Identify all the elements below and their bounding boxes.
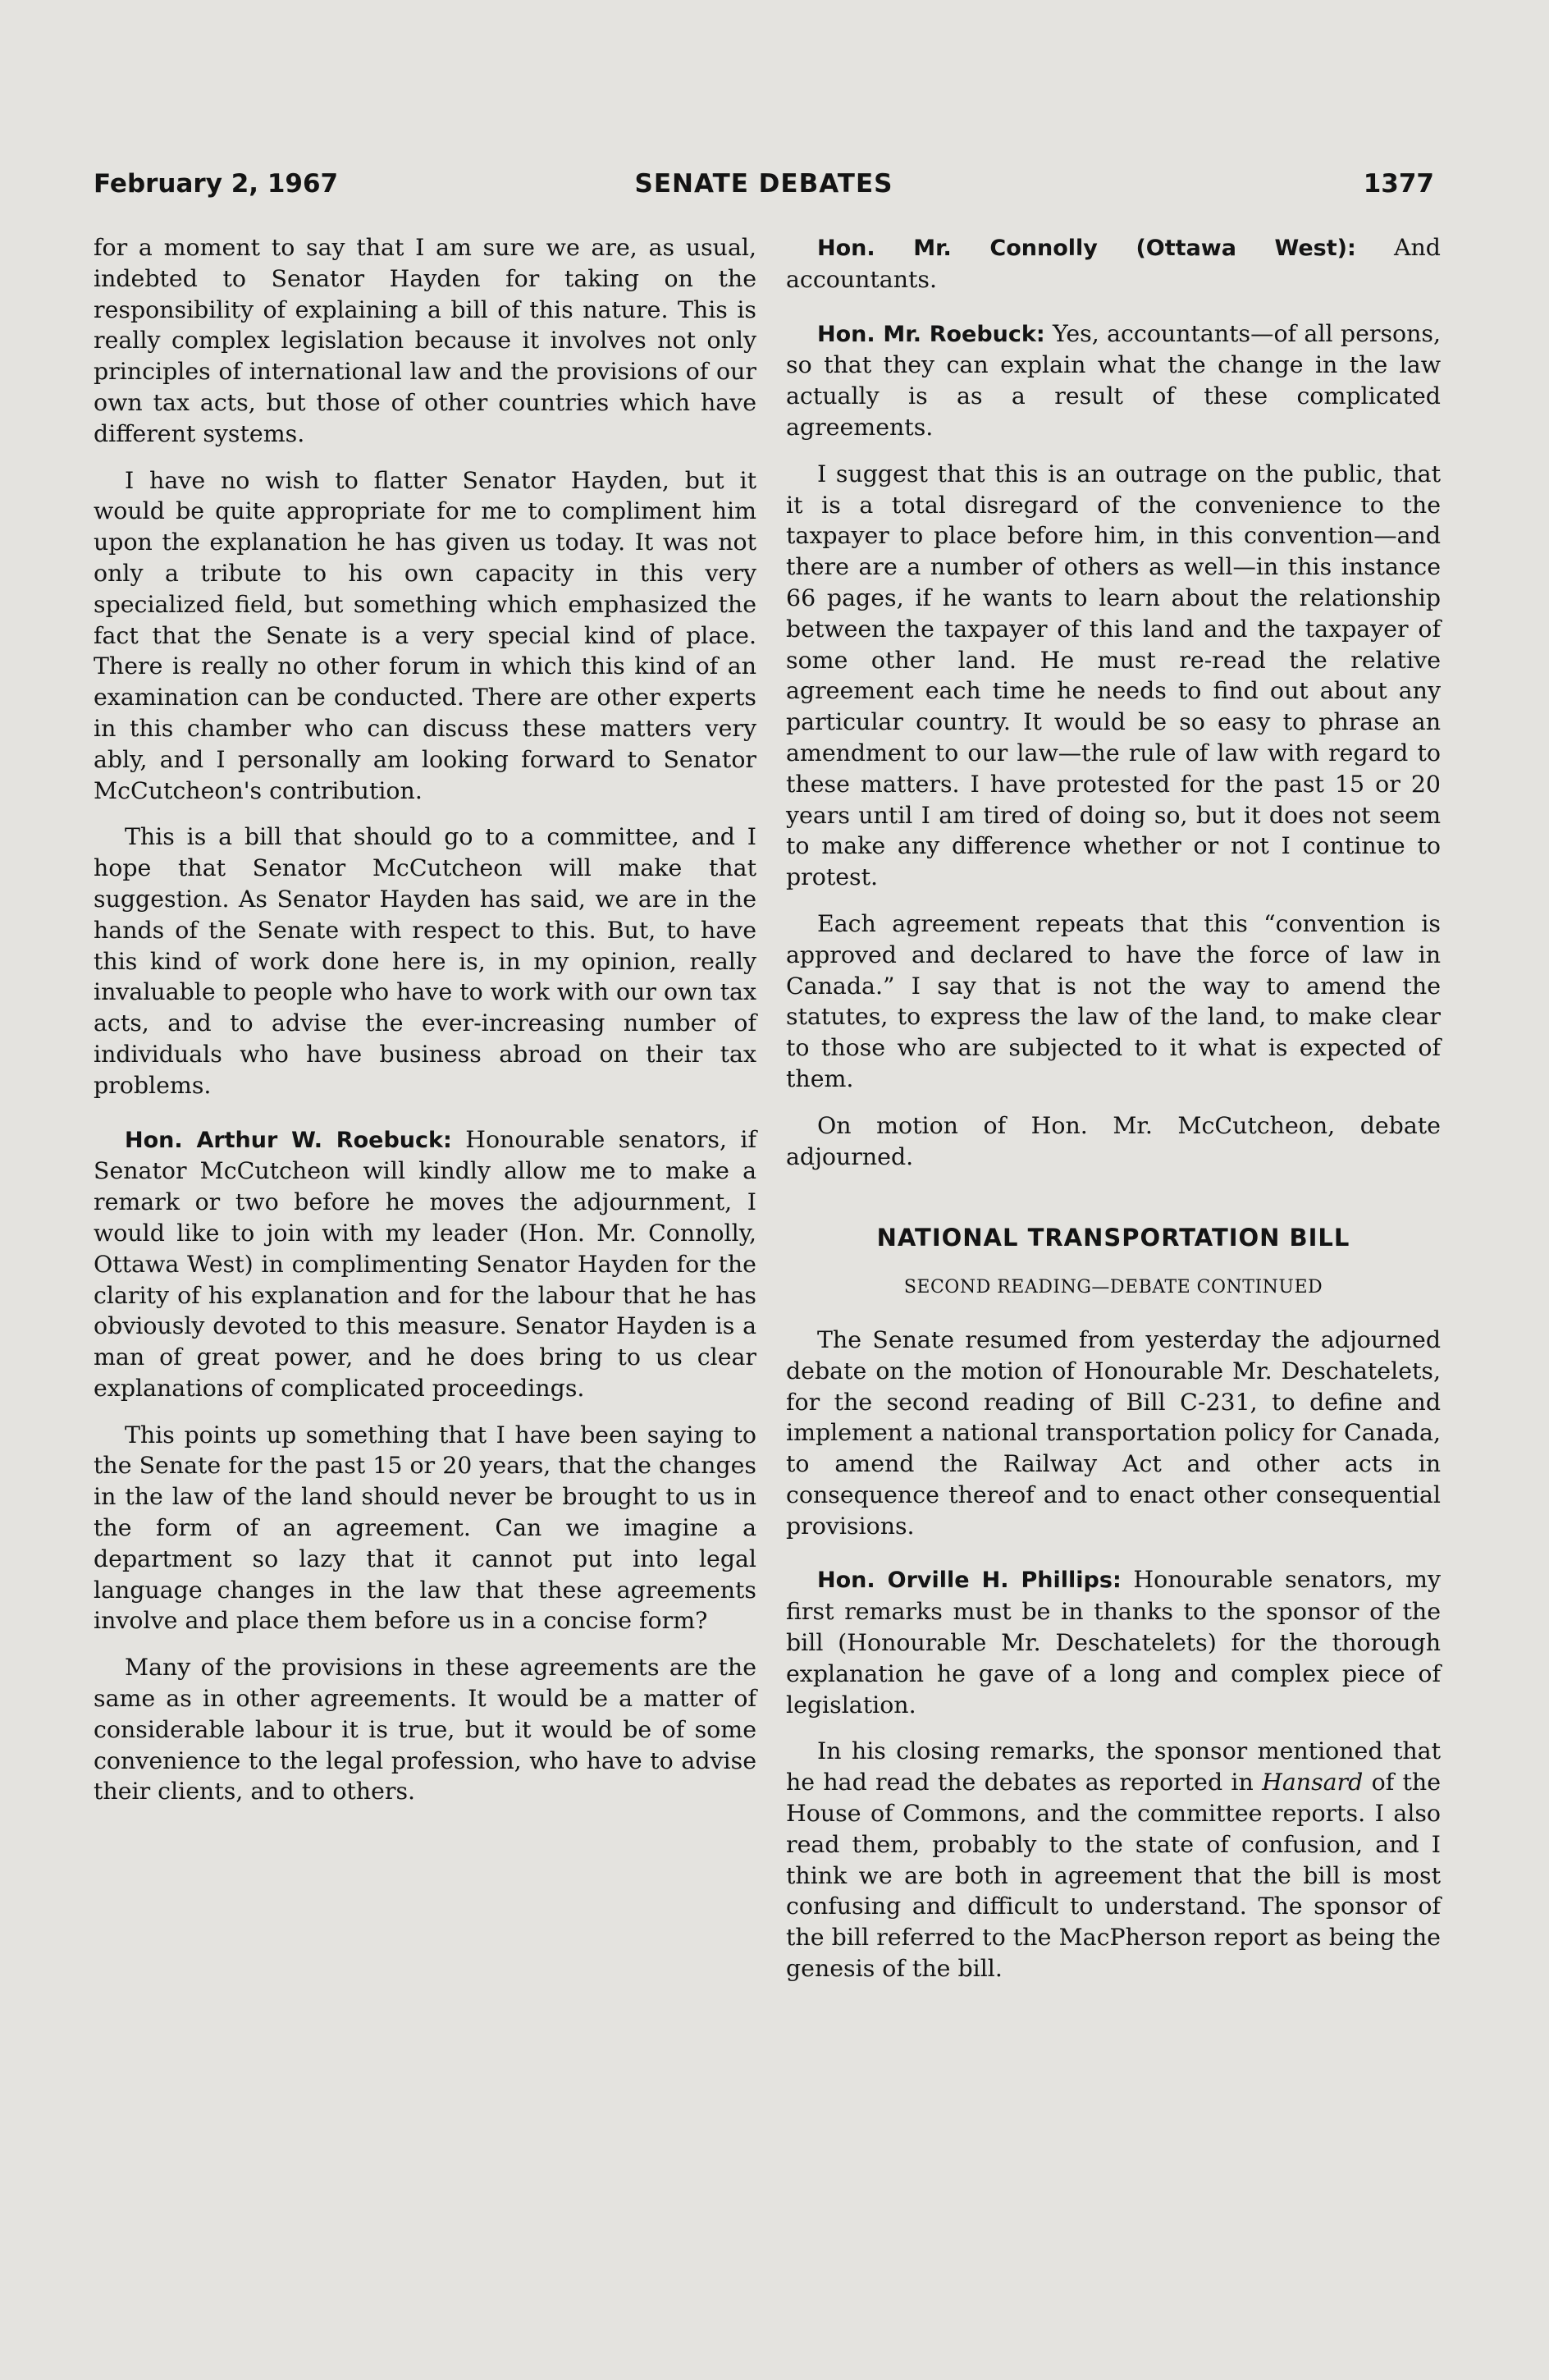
paragraph: I suggest that this is an outrage on the public, that it is a total disregard of the convenience to the taxpayer to place before him, in this convention—and there are a number of others as well—in this instance 66 pages, if he wants to learn about the relationship between the taxpayer of this land and the taxpayer of some other land. He must re-read the relative agreement each time he needs to find out about any particular country. It would be so easy to phrase an amendment to our law—the rule of law with regard to these matters. I have protested for the past 15 or 20 years until I am tired of doing so, but it does not seem to make any difference whether or not I continue to protest. bbox=[786, 460, 1441, 891]
section-subtitle: SECOND READING—DEBATE CONTINUED bbox=[903, 1277, 1323, 1298]
header-title: SENATE DEBATES bbox=[634, 169, 893, 199]
section-title: NATIONAL TRANSPORTATION BILL bbox=[876, 1224, 1350, 1252]
paragraph: This points up something that I have been saying to the Senate for the past 15 or 20 years, that the changes in the law of the land should never be brought to us in the form of an agreement. Can we imagine a department so lazy that it cannot put into legal language changes in the law that these agreements involve and place them before us in a concise form? bbox=[94, 1421, 756, 1635]
paragraph: On motion of Hon. Mr. McCutcheon, debate adjourned. bbox=[786, 1111, 1441, 1170]
paragraph bbox=[786, 1736, 1441, 1984]
speech-paragraph bbox=[94, 1124, 756, 1404]
speaker-name: Hon. Orville H. Phillips: bbox=[817, 1568, 1122, 1594]
speech-text: And accountants. bbox=[786, 234, 1441, 293]
paragraph: The Senate resumed from yesterday the adjourned debate on the motion of Honourable Mr. Deschatelets, for the second reading of Bill C-231, to define and implement a national transportation policy for Canada, to amend the Railway Act and other acts in consequence thereof and to enact other consequential provisions. bbox=[786, 1325, 1441, 1540]
speech-paragraph bbox=[786, 1564, 1441, 1720]
left-column bbox=[94, 232, 756, 1823]
speech-text: Yes, accountants—of all persons, so that they can explain what the change in the law actually is as a result of these complicated agreements. bbox=[786, 319, 1441, 441]
speaker-name: Hon. Mr. Connolly (Ottawa West): bbox=[817, 236, 1356, 261]
header-page-number: 1377 bbox=[1363, 169, 1434, 199]
paragraph: This is a bill that should go to a committee, and I hope that Senator McCutcheon will make that suggestion. As Senator Hayden has said, we are in the hands of the Senate with respect to this. But, to have this kind of work done here is, in my opinion, really invaluable to people who have to work with our own tax acts, and to advise the ever-increasing number of individuals who have business abroad on their tax problems. bbox=[94, 823, 756, 1099]
paragraph: Each agreement repeats that this “convention is approved and declared to have the force of law in Canada.” I say that is not the way to amend the statutes, to express the law of the land, to make clear to those who are subjected to it what is expected of them. bbox=[786, 909, 1441, 1092]
paragraph: for a moment to say that I am sure we are, as usual, indebted to Senator Hayden for taking on the responsibility of explaining a bill of this nature. This is really complex legislation because it involves not only principles of international law and the provisions of our own tax acts, but those of other countries which have different systems. bbox=[94, 234, 756, 447]
header-date: February 2, 1967 bbox=[94, 169, 339, 199]
speech-paragraph bbox=[786, 232, 1441, 295]
paragraph: I have no wish to flatter Senator Hayden, but it would be quite appropriate for me to compliment him upon the explanation he has given us today. It was not only a tribute to his own capacity in this very specialized field, but something which emphasized the fact that the Senate is a very special kind of place. There is really no other forum in which this kind of an examination can be conducted. There are other experts in this chamber who can discuss these matters very ably, and I personally am looking forward to Senator McCutcheon's contribution. bbox=[94, 466, 756, 804]
paragraph-text: of the House of Commons, and the committee reports. I also read them, probably to the state of confusion, and I think we are both in agreement that the bill is most confusing and difficult to understand. The sponsor of the bill referred to the MacPherson report as being the genesis of the bill. bbox=[786, 1769, 1441, 1983]
page-header bbox=[94, 169, 1434, 212]
speech-text: Honourable senators, if Senator McCutcheon will kindly allow me to make a remark or two before he moves the adjournment, I would like to join with my leader (Hon. Mr. Connolly, Ottawa West) in complimenting Senator Hayden for the clarity of his explanation and for the labour that he has obviously devoted to this measure. Senator Hayden is a man of great power, and he does bring to us clear explanations of complicated proceedings. bbox=[94, 1125, 757, 1402]
paragraph-text: In his closing remarks, the sponsor mentioned that he had read the debates as reported in bbox=[786, 1737, 1441, 1796]
speaker-name: Hon. Arthur W. Roebuck: bbox=[125, 1127, 452, 1153]
speech-text: Honourable senators, my first remarks must be in thanks to the sponsor of the bill (Honourable Mr. Deschatelets) for the thorough explanation he gave of a long and complex piece of legislation. bbox=[786, 1566, 1441, 1719]
right-column bbox=[786, 232, 1441, 2000]
speech-paragraph bbox=[786, 318, 1441, 443]
hansard-italic: Hansard bbox=[1262, 1769, 1364, 1796]
speaker-name: Hon. Mr. Roebuck: bbox=[817, 321, 1045, 347]
paragraph: Many of the provisions in these agreements are the same as in other agreements. It would be a matter of considerable labour it is true, but it would be of some convenience to the legal profession, who have to advise their clients, and to others. bbox=[94, 1654, 756, 1806]
